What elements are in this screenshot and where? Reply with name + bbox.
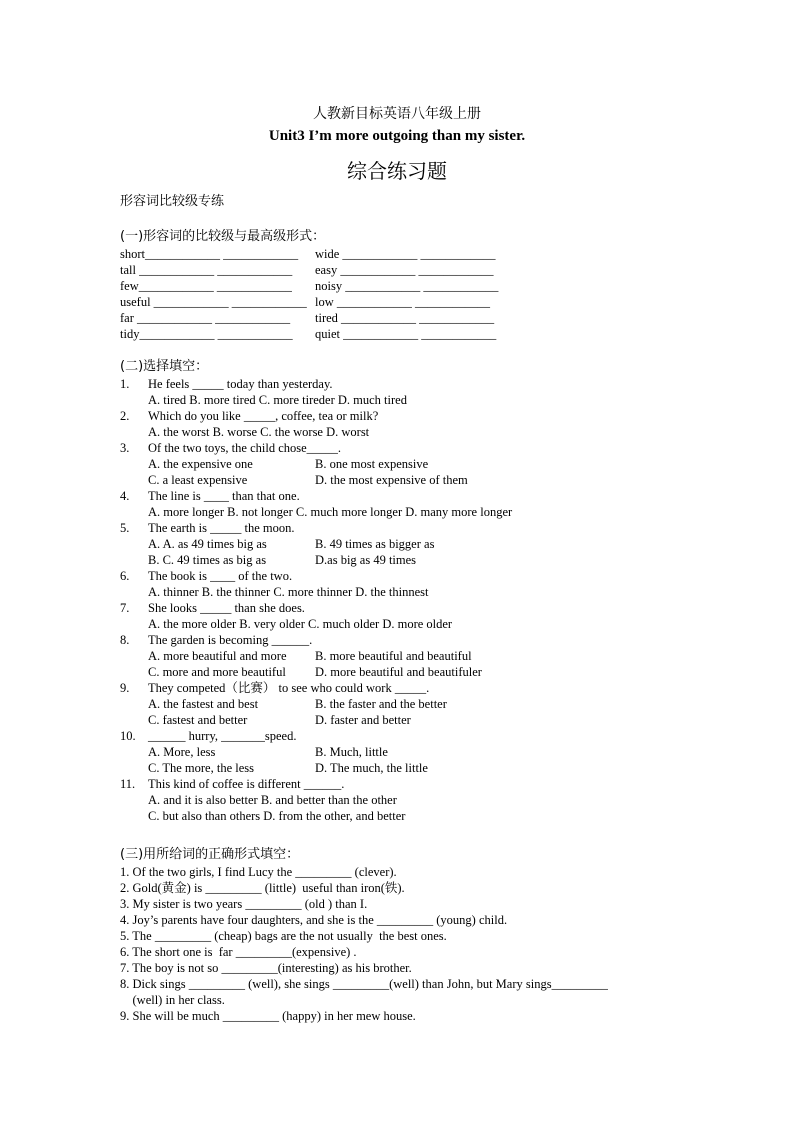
section2-title: (二)选择填空： xyxy=(120,359,209,374)
option: C. a least expensive xyxy=(148,473,248,487)
question-text: The earth is _____ the moon. xyxy=(148,521,295,535)
option: A. thinner B. the thinner C. more thinner D. the thinnest xyxy=(148,585,429,599)
option-row xyxy=(120,664,512,680)
exercise-title: 综合练习题 xyxy=(347,159,447,183)
option: D. more beautiful and beautifuler xyxy=(315,665,482,679)
unit-title: Unit3 I’m more outgoing than my sister. xyxy=(268,128,526,144)
degree-row xyxy=(120,326,498,342)
option-row xyxy=(120,808,512,824)
question-number: 11. xyxy=(120,777,136,791)
question xyxy=(120,600,512,616)
fill-blank-line: 2. Gold(黄金) is _________ (little) useful than iron(铁). xyxy=(120,881,405,895)
question-number: 8. xyxy=(120,633,130,647)
question xyxy=(120,680,512,696)
option: D. the most expensive of them xyxy=(315,473,468,487)
option: B. one most expensive xyxy=(315,457,429,471)
option-row xyxy=(120,648,512,664)
degree-row xyxy=(120,310,498,326)
degree-left: tall ____________ ____________ xyxy=(120,263,293,277)
option-row xyxy=(120,424,512,440)
question-text: They competed（比赛） to see who could work _____. xyxy=(148,681,430,695)
option-row xyxy=(120,536,512,552)
option-row xyxy=(120,392,512,408)
option-row xyxy=(120,712,512,728)
degree-left: useful ____________ ____________ xyxy=(120,295,307,309)
question xyxy=(120,728,512,744)
fill-blank-line: 1. Of the two girls, I find Lucy the _________ (clever). xyxy=(120,865,397,879)
option-row xyxy=(120,744,512,760)
option-row xyxy=(120,504,512,520)
question xyxy=(120,440,512,456)
option: A. the more older B. very older C. much older D. more older xyxy=(148,617,453,631)
question xyxy=(120,376,512,392)
option: A. the expensive one xyxy=(148,457,253,471)
question-text: He feels _____ today than yesterday. xyxy=(148,377,333,391)
question-text: The line is ____ than that one. xyxy=(148,489,300,503)
option: D. faster and better xyxy=(315,713,411,727)
question-text: Which do you like _____, coffee, tea or milk? xyxy=(148,409,379,423)
option-row xyxy=(120,696,512,712)
section3-title: (三)用所给词的正确形式填空： xyxy=(120,847,300,862)
question xyxy=(120,568,512,584)
degree-row xyxy=(120,246,498,262)
question xyxy=(120,520,512,536)
option: C. but also than others D. from the other, and better xyxy=(148,809,406,823)
option: A. tired B. more tired C. more tireder D. much tired xyxy=(148,393,407,407)
degree-right: noisy ____________ ____________ xyxy=(315,279,499,293)
question xyxy=(120,776,512,792)
question-number: 10. xyxy=(120,729,136,743)
option-row xyxy=(120,456,512,472)
option-row xyxy=(120,472,512,488)
degree-left: tidy____________ ____________ xyxy=(120,327,293,341)
question-text: The book is ____ of the two. xyxy=(148,569,293,583)
question xyxy=(120,632,512,648)
section1 xyxy=(120,225,498,342)
question-number: 6. xyxy=(120,569,130,583)
option: A. More, less xyxy=(148,745,216,759)
option: B. C. 49 times as big as xyxy=(148,553,267,567)
fill-blank-line: 8. Dick sings _________ (well), she sings _________(well) than John, but Mary sings_________ xyxy=(120,977,608,991)
option: C. more and more beautiful xyxy=(148,665,286,679)
fill-blank-line: 3. My sister is two years _________ (old ) than I. xyxy=(120,897,368,911)
degree-row xyxy=(120,278,498,294)
question-number: 3. xyxy=(120,441,130,455)
question-number: 4. xyxy=(120,489,130,503)
option: B. 49 times as bigger as xyxy=(315,537,435,551)
degree-left: few____________ ____________ xyxy=(120,279,292,293)
section3 xyxy=(120,843,608,1024)
option-row xyxy=(120,552,512,568)
option: B. more beautiful and beautiful xyxy=(315,649,472,663)
question-text: The garden is becoming ______. xyxy=(148,633,313,647)
option-row xyxy=(120,616,512,632)
question-text: Of the two toys, the child chose_____. xyxy=(148,441,342,455)
question-number: 1. xyxy=(120,377,130,391)
question-text: She looks _____ than she does. xyxy=(148,601,305,615)
degree-right: quiet ____________ ____________ xyxy=(315,327,497,341)
option: D.as big as 49 times xyxy=(315,553,417,567)
degree-row xyxy=(120,294,498,310)
question-number: 9. xyxy=(120,681,130,695)
fill-blank-line: 4. Joy’s parents have four daughters, and she is the _________ (young) child. xyxy=(120,913,508,927)
question xyxy=(120,488,512,504)
option: B. the faster and the better xyxy=(315,697,447,711)
option: A. more longer B. not longer C. much more longer D. many more longer xyxy=(148,505,513,519)
topic-heading: 形容词比较级专练 xyxy=(120,194,225,209)
degree-row xyxy=(120,262,498,278)
fill-blank-line: 6. The short one is far _________(expensive) . xyxy=(120,945,357,959)
degree-right: wide ____________ ____________ xyxy=(315,247,496,261)
section1-title: (一)形容词的比较级与最高级形式： xyxy=(120,229,326,244)
book-title: 人教新目标英语八年级上册 xyxy=(313,107,481,122)
question-text: This kind of coffee is different ______. xyxy=(148,777,345,791)
fill-blank-line: 7. The boy is not so _________(interesting) as his brother. xyxy=(120,961,412,975)
option: C. The more, the less xyxy=(148,761,254,775)
option: C. fastest and better xyxy=(148,713,248,727)
option: A. and it is also better B. and better than the other xyxy=(148,793,397,807)
question-number: 2. xyxy=(120,409,130,423)
option-row xyxy=(120,792,512,808)
option: A. A. as 49 times big as xyxy=(148,537,267,551)
option: D. The much, the little xyxy=(315,761,428,775)
fill-blank-line: 9. She will be much _________ (happy) in her mew house. xyxy=(120,1009,416,1023)
degree-right: tired ____________ ____________ xyxy=(315,311,495,325)
option-row xyxy=(120,584,512,600)
option: B. Much, little xyxy=(315,745,388,759)
section2 xyxy=(120,355,512,824)
degree-right: low ____________ ____________ xyxy=(315,295,490,309)
question-number: 5. xyxy=(120,521,130,535)
fill-blank-line: (well) in her class. xyxy=(120,993,225,1007)
question-number: 7. xyxy=(120,601,130,615)
option: A. the worst B. worse C. the worse D. worst xyxy=(148,425,370,439)
question xyxy=(120,408,512,424)
question-text: ______ hurry, _______speed. xyxy=(148,729,297,743)
degree-left: short____________ ____________ xyxy=(120,247,299,261)
degree-right: easy ____________ ____________ xyxy=(315,263,494,277)
option-row xyxy=(120,760,512,776)
degree-left: far ____________ ____________ xyxy=(120,311,291,325)
option: A. the fastest and best xyxy=(148,697,259,711)
fill-blank-line: 5. The _________ (cheap) bags are the not usually the best ones. xyxy=(120,929,447,943)
option: A. more beautiful and more xyxy=(148,649,287,663)
